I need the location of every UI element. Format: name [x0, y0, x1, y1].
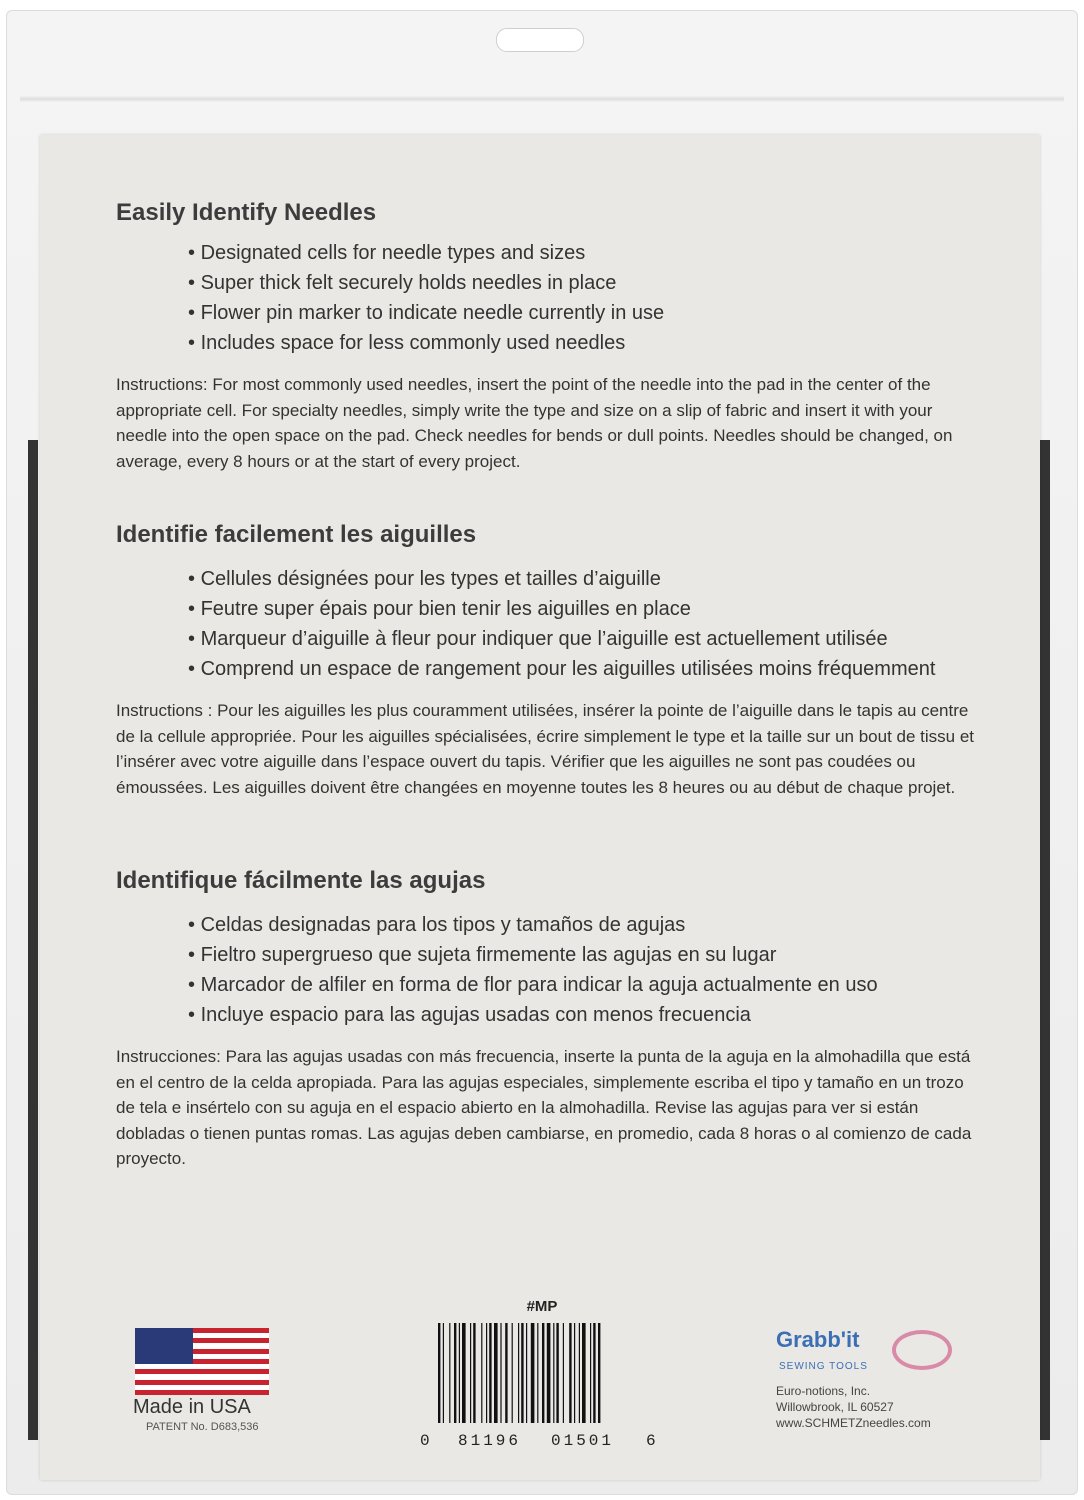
- list-item: • Feutre super épais pour bien tenir les aiguilles en place: [188, 594, 986, 624]
- barcode-bar: [547, 1323, 551, 1423]
- barcode-bar: [505, 1323, 507, 1423]
- list-item: • Includes space for less commonly used needles: [188, 328, 986, 358]
- barcode-bar: [556, 1323, 558, 1423]
- list-item: • Marqueur d’aiguille à fleur pour indiquer que l’aiguille est actuellement utilisée: [188, 624, 986, 654]
- felt-edge-left: [28, 440, 38, 1440]
- barcode-bar: [438, 1323, 440, 1423]
- barcode-bar: [582, 1323, 586, 1423]
- bag-seal: [20, 95, 1064, 103]
- upc-right-group: 01501: [551, 1432, 615, 1450]
- list-item: • Super thick felt securely holds needles in place: [188, 268, 986, 298]
- barcode-bar: [542, 1323, 544, 1423]
- list-item: • Cellules désignées pour les types et tailles d’aiguille: [188, 564, 986, 594]
- section-title: Identifie facilement les aiguilles: [116, 521, 477, 548]
- feature-list: [188, 910, 986, 1030]
- section-title: Identifique fácilmente las agujas: [116, 867, 486, 894]
- company-city: Willowbrook, IL 60527: [776, 1400, 894, 1414]
- barcode-bar: [537, 1323, 538, 1423]
- felt-edge-right: [1040, 440, 1050, 1440]
- barcode-bar: [526, 1323, 527, 1423]
- brand-ring-icon: [892, 1330, 952, 1370]
- company-website: www.SCHMETZneedles.com: [776, 1416, 931, 1430]
- upc-left-group: 81196: [458, 1432, 522, 1450]
- list-item: • Fieltro supergrueso que sujeta firmemente las agujas en su lugar: [188, 940, 986, 970]
- barcode-bar: [531, 1323, 535, 1423]
- barcode-bar: [563, 1323, 564, 1423]
- section-spanish: [116, 864, 986, 1172]
- flag-canton: [135, 1328, 193, 1364]
- barcode-bar: [521, 1323, 523, 1423]
- barcode-bar: [459, 1323, 460, 1423]
- company-name: Euro-notions, Inc.: [776, 1384, 871, 1398]
- feature-list: [188, 238, 986, 358]
- barcode-bar: [449, 1323, 450, 1423]
- barcode-bar: [518, 1323, 519, 1423]
- barcode-bar: [512, 1323, 513, 1423]
- barcode-bar: [489, 1323, 491, 1423]
- upc-last-digit: 6: [646, 1432, 659, 1450]
- patent-number: PATENT No. D683,536: [146, 1421, 259, 1433]
- section-french: [116, 518, 986, 800]
- list-item: • Flower pin marker to indicate needle currently in use: [188, 298, 986, 328]
- instructions-text: Instructions : Pour les aiguilles les plus couramment utilisées, insérer la pointe de l’aiguille dans le tapis au centre de la cellule appropriée. Pour les aiguilles spécialisées, écrire simplement le type et la taille sur un bout de tissu et l’insérer avec votre aiguille dans l’espace ouvert du tapis. Vérifier que les aiguilles ne sont pas coudées ou émoussées. Les aiguilles doivent être changées en moyenne toutes les 8 heures ou au début de chaque projet.: [116, 701, 975, 797]
- barcode-bar: [574, 1323, 575, 1423]
- barcode-bar: [473, 1323, 475, 1423]
- section-english: [116, 196, 986, 474]
- barcode-bar: [454, 1323, 456, 1423]
- barcode-bar: [579, 1323, 580, 1423]
- section-title: Easily Identify Needles: [116, 199, 377, 226]
- list-item: • Marcador de alfiler en forma de flor para indicar la aguja actualmente en uso: [188, 970, 986, 1000]
- upc-first-digit: 0: [420, 1432, 433, 1450]
- us-flag-icon: [135, 1328, 269, 1395]
- barcode-bar: [598, 1323, 600, 1423]
- hang-hole: [496, 28, 584, 52]
- feature-list: [188, 564, 986, 684]
- barcode-bar: [569, 1323, 571, 1423]
- sku-label: #MP: [526, 1298, 558, 1315]
- barcode-bar: [462, 1323, 466, 1423]
- instructions-text: Instructions: For most commonly used needles, insert the point of the needle into the pad in the center of the appropriate cell. For specialty needles, simply write the type and size on a slip of fabric and insert it with your needle into the open space on the pad. Check needles for bends or dull points. Needles should be changed, on average, every 8 hours or at the start of every project.: [116, 375, 953, 471]
- barcode-bar: [470, 1323, 471, 1423]
- barcode-bar: [593, 1323, 595, 1423]
- list-item: • Designated cells for needle types and sizes: [188, 238, 986, 268]
- barcode-bar: [500, 1323, 501, 1423]
- instructions-text: Instrucciones: Para las agujas usadas con más frecuencia, inserte la punta de la aguja en la almohadilla que está en el centro de la celda apropiada. Para las agujas especiales, simplemente escriba el tipo y tamaño en un trozo de tela e insértelo con su aguja en el espacio abierto en la almohadilla. Revise las agujas para ver si están dobladas o tienen puntas romas. Las agujas deben cambiarse, en promedio, cada 8 horas o al comienzo de cada proyecto.: [116, 1047, 972, 1168]
- brand-tagline: SEWING TOOLS: [779, 1361, 868, 1372]
- barcode-bar: [553, 1323, 554, 1423]
- made-in-label: Made in USA: [133, 1396, 251, 1418]
- barcode-bar: [481, 1323, 482, 1423]
- brand-logo-text: Grabb'it: [776, 1327, 860, 1352]
- list-item: • Comprend un espace de rangement pour les aiguilles utilisées moins fréquemment: [188, 654, 986, 684]
- barcode-bar: [486, 1323, 487, 1423]
- card-content: [116, 196, 986, 1168]
- barcode-bar: [590, 1323, 591, 1423]
- barcode-bar: [494, 1323, 498, 1423]
- list-item: • Celdas designadas para los tipos y tamaños de agujas: [188, 910, 986, 940]
- list-item: • Incluye espacio para las agujas usadas con menos frecuencia: [188, 1000, 986, 1030]
- barcode-bar: [443, 1323, 444, 1423]
- barcode: [438, 1323, 642, 1423]
